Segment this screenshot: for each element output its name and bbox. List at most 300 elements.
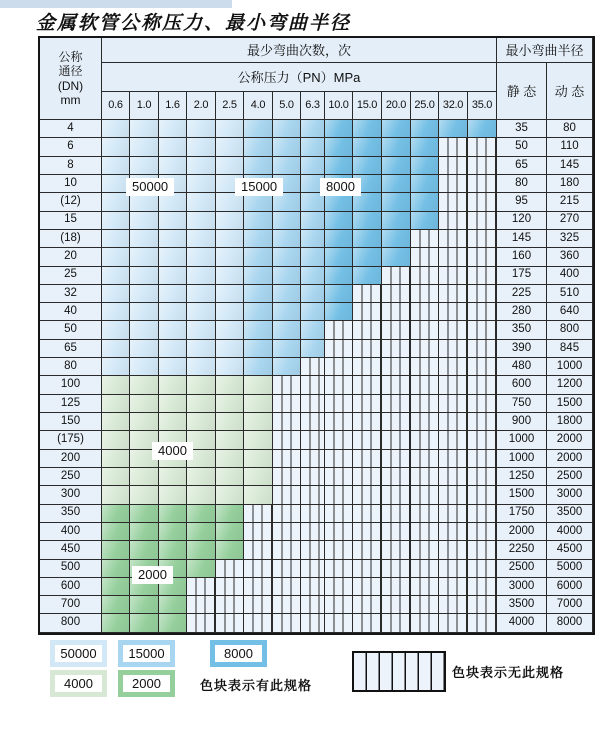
legend-swatch-8000	[210, 640, 267, 667]
no-spec-cell	[325, 376, 353, 394]
spec-cell	[273, 303, 301, 321]
no-spec-cell	[439, 212, 468, 230]
static-radius-cell: 175	[497, 267, 547, 285]
legend	[0, 638, 600, 708]
top-strip-decoration	[0, 0, 232, 8]
spec-cell	[187, 560, 216, 578]
spec-cell	[244, 486, 273, 504]
spec-cell	[325, 212, 353, 230]
spec-cell	[325, 157, 353, 175]
spec-cell	[439, 120, 468, 138]
spec-cell	[382, 120, 411, 138]
no-spec-cell	[273, 614, 301, 632]
no-spec-cell	[301, 541, 325, 559]
no-spec-cell	[382, 285, 411, 303]
spec-cell	[102, 523, 130, 541]
dn-cell: (12)	[40, 193, 102, 211]
spec-cell	[216, 413, 244, 431]
no-spec-cell	[468, 340, 497, 358]
dynamic-radius-cell: 400	[547, 267, 593, 285]
dynamic-radius-cell: 5000	[547, 560, 593, 578]
no-spec-cell	[244, 596, 273, 614]
spec-cell	[216, 303, 244, 321]
no-spec-cell	[244, 541, 273, 559]
static-radius-cell: 1750	[497, 505, 547, 523]
legend-swatch-label: 50000	[55, 645, 102, 662]
spec-cell	[159, 505, 187, 523]
no-spec-cell	[301, 523, 325, 541]
spec-cell	[353, 230, 382, 248]
no-spec-cell	[439, 614, 468, 632]
no-spec-cell	[301, 614, 325, 632]
pressure-tick: 1.0	[130, 92, 159, 120]
no-spec-cell	[301, 486, 325, 504]
no-spec-cell	[411, 578, 439, 596]
no-spec-cell	[273, 468, 301, 486]
no-spec-cell	[411, 560, 439, 578]
no-spec-cell	[439, 376, 468, 394]
no-spec-cell	[301, 468, 325, 486]
no-spec-cell	[468, 614, 497, 632]
dynamic-radius-cell: 4500	[547, 541, 593, 559]
spec-cell	[159, 596, 187, 614]
spec-cell	[102, 212, 130, 230]
spec-cell	[273, 267, 301, 285]
no-spec-cell	[411, 468, 439, 486]
no-spec-cell	[411, 596, 439, 614]
dn-cell: 150	[40, 413, 102, 431]
spec-cell	[130, 340, 159, 358]
no-spec-cell	[439, 230, 468, 248]
spec-cell	[353, 138, 382, 156]
no-spec-cell	[382, 340, 411, 358]
spec-cell	[159, 267, 187, 285]
static-radius-cell: 350	[497, 321, 547, 339]
spec-cell	[187, 395, 216, 413]
static-radius-cell: 160	[497, 248, 547, 266]
dn-cell: 40	[40, 303, 102, 321]
spec-cell	[273, 230, 301, 248]
spec-cell	[216, 358, 244, 376]
no-spec-cell	[325, 505, 353, 523]
dn-column-header	[40, 38, 102, 120]
no-spec-cell	[439, 468, 468, 486]
spec-cell	[102, 560, 130, 578]
dn-header-line: mm	[60, 92, 81, 107]
no-spec-cell	[439, 157, 468, 175]
spec-cell	[216, 541, 244, 559]
static-radius-cell: 145	[497, 230, 547, 248]
static-radius-cell: 750	[497, 395, 547, 413]
no-spec-cell	[301, 413, 325, 431]
no-spec-cell	[439, 541, 468, 559]
no-spec-cell	[353, 340, 382, 358]
pressure-tick: 2.5	[216, 92, 244, 120]
spec-cell	[216, 120, 244, 138]
no-spec-cell	[325, 358, 353, 376]
no-spec-cell	[301, 560, 325, 578]
no-spec-cell	[353, 614, 382, 632]
dn-cell: 6	[40, 138, 102, 156]
spec-cell	[159, 486, 187, 504]
no-spec-cell	[411, 358, 439, 376]
spec-cell	[216, 376, 244, 394]
spec-cell	[325, 285, 353, 303]
dynamic-column-header: 动 态	[547, 63, 593, 120]
spec-cell	[244, 395, 273, 413]
dynamic-radius-cell: 640	[547, 303, 593, 321]
spec-cell	[102, 413, 130, 431]
no-spec-cell	[353, 450, 382, 468]
spec-cell	[301, 267, 325, 285]
no-spec-cell	[273, 578, 301, 596]
spec-cell	[301, 138, 325, 156]
spec-cell	[325, 303, 353, 321]
spec-cell	[187, 340, 216, 358]
dynamic-radius-cell: 845	[547, 340, 593, 358]
spec-cell	[216, 248, 244, 266]
no-spec-cell	[273, 596, 301, 614]
spec-cell	[325, 230, 353, 248]
spec-cell	[102, 376, 130, 394]
dynamic-radius-cell: 80	[547, 120, 593, 138]
spec-cell	[130, 285, 159, 303]
spec-cell	[187, 285, 216, 303]
no-spec-cell	[301, 596, 325, 614]
cycle-count-label: 2000	[132, 566, 173, 584]
static-radius-cell: 3000	[497, 578, 547, 596]
no-spec-cell	[382, 321, 411, 339]
spec-cell	[130, 486, 159, 504]
no-spec-cell	[301, 505, 325, 523]
dynamic-radius-cell: 360	[547, 248, 593, 266]
spec-cell	[187, 376, 216, 394]
spec-cell	[325, 267, 353, 285]
spec-cell	[187, 175, 216, 193]
legend-has-spec-note: 色块表示有此规格	[200, 678, 313, 693]
spec-cell	[244, 413, 273, 431]
spec-cell	[244, 230, 273, 248]
spec-cell	[187, 120, 216, 138]
no-spec-cell	[382, 560, 411, 578]
pressure-tick: 20.0	[382, 92, 411, 120]
no-spec-cell	[411, 267, 439, 285]
no-spec-cell	[468, 193, 497, 211]
dn-cell: 65	[40, 340, 102, 358]
spec-cell	[325, 138, 353, 156]
dynamic-radius-cell: 2000	[547, 431, 593, 449]
spec-table	[38, 36, 591, 631]
no-spec-cell	[216, 578, 244, 596]
cycle-count-label: 50000	[126, 178, 174, 196]
dynamic-radius-cell: 6000	[547, 578, 593, 596]
spec-cell	[130, 230, 159, 248]
no-spec-cell	[468, 395, 497, 413]
cycle-count-label: 15000	[235, 178, 283, 196]
no-spec-cell	[382, 614, 411, 632]
spec-cell	[244, 450, 273, 468]
spec-cell	[187, 321, 216, 339]
spec-cell	[102, 395, 130, 413]
spec-cell	[353, 267, 382, 285]
dn-cell: 350	[40, 505, 102, 523]
no-spec-cell	[301, 358, 325, 376]
no-spec-cell	[468, 450, 497, 468]
dynamic-radius-cell: 270	[547, 212, 593, 230]
static-radius-cell: 50	[497, 138, 547, 156]
static-radius-cell: 225	[497, 285, 547, 303]
spec-cell	[301, 120, 325, 138]
spec-cell	[325, 120, 353, 138]
spec-cell	[216, 431, 244, 449]
pressure-tick: 6.3	[301, 92, 325, 120]
static-radius-cell: 2250	[497, 541, 547, 559]
pressure-tick: 2.0	[187, 92, 216, 120]
no-spec-cell	[325, 486, 353, 504]
no-spec-cell	[382, 413, 411, 431]
legend-swatch-label: 15000	[123, 645, 170, 662]
pressure-tick: 25.0	[411, 92, 439, 120]
spec-cell	[216, 450, 244, 468]
spec-cell	[353, 248, 382, 266]
spec-cell	[187, 303, 216, 321]
legend-no-spec-hatch-box	[352, 651, 446, 692]
spec-cell	[102, 486, 130, 504]
spec-cell	[130, 120, 159, 138]
no-spec-cell	[411, 450, 439, 468]
no-spec-cell	[273, 541, 301, 559]
no-spec-cell	[325, 578, 353, 596]
dn-cell: 4	[40, 120, 102, 138]
spec-cell	[130, 468, 159, 486]
spec-cell	[382, 212, 411, 230]
no-spec-cell	[468, 523, 497, 541]
no-spec-cell	[468, 138, 497, 156]
spec-cell	[301, 212, 325, 230]
spec-cell	[382, 230, 411, 248]
spec-cell	[187, 230, 216, 248]
no-spec-cell	[273, 523, 301, 541]
no-spec-cell	[439, 413, 468, 431]
no-spec-cell	[353, 596, 382, 614]
spec-cell	[130, 321, 159, 339]
spec-cell	[216, 523, 244, 541]
spec-cell	[244, 267, 273, 285]
spec-cell	[411, 175, 439, 193]
no-spec-cell	[439, 138, 468, 156]
spec-cell	[159, 285, 187, 303]
legend-swatch-2000	[118, 670, 175, 697]
no-spec-cell	[325, 468, 353, 486]
spec-cell	[102, 450, 130, 468]
spec-cell	[216, 468, 244, 486]
spec-cell	[187, 505, 216, 523]
static-radius-cell: 4000	[497, 614, 547, 632]
no-spec-cell	[439, 358, 468, 376]
spec-cell	[411, 193, 439, 211]
no-spec-cell	[353, 560, 382, 578]
pressure-tick: 35.0	[468, 92, 497, 120]
no-spec-cell	[468, 230, 497, 248]
no-spec-cell	[216, 596, 244, 614]
no-spec-cell	[353, 321, 382, 339]
dn-cell: 32	[40, 285, 102, 303]
dn-cell: (175)	[40, 431, 102, 449]
no-spec-cell	[468, 376, 497, 394]
dn-cell: 700	[40, 596, 102, 614]
spec-cell	[130, 395, 159, 413]
spec-cell	[102, 285, 130, 303]
dynamic-radius-cell: 510	[547, 285, 593, 303]
spec-cell	[159, 413, 187, 431]
no-spec-cell	[353, 303, 382, 321]
spec-cell	[102, 541, 130, 559]
spec-cell	[244, 431, 273, 449]
no-spec-cell	[468, 157, 497, 175]
spec-cell	[159, 248, 187, 266]
spec-cell	[301, 321, 325, 339]
no-spec-cell	[353, 486, 382, 504]
no-spec-cell	[353, 395, 382, 413]
dn-cell: 600	[40, 578, 102, 596]
dn-header-line: (DN)	[57, 78, 84, 93]
dynamic-radius-cell: 2000	[547, 450, 593, 468]
no-spec-cell	[382, 267, 411, 285]
dynamic-radius-cell: 1500	[547, 395, 593, 413]
spec-cell	[382, 157, 411, 175]
no-spec-cell	[382, 395, 411, 413]
spec-cell	[159, 468, 187, 486]
no-spec-cell	[273, 376, 301, 394]
spec-cell	[130, 157, 159, 175]
no-spec-cell	[301, 450, 325, 468]
spec-cell	[102, 358, 130, 376]
no-spec-cell	[468, 303, 497, 321]
spec-cell	[244, 285, 273, 303]
no-spec-cell	[468, 267, 497, 285]
spec-cell	[159, 358, 187, 376]
dynamic-radius-cell: 325	[547, 230, 593, 248]
dn-cell: 500	[40, 560, 102, 578]
no-spec-cell	[411, 523, 439, 541]
no-spec-cell	[411, 340, 439, 358]
spec-cell	[159, 340, 187, 358]
static-radius-cell: 2000	[497, 523, 547, 541]
spec-cell	[159, 376, 187, 394]
spec-cell	[244, 120, 273, 138]
spec-cell	[382, 248, 411, 266]
no-spec-cell	[353, 505, 382, 523]
dynamic-radius-cell: 110	[547, 138, 593, 156]
no-spec-cell	[382, 541, 411, 559]
no-spec-cell	[301, 395, 325, 413]
no-spec-cell	[382, 376, 411, 394]
static-radius-cell: 1000	[497, 450, 547, 468]
no-spec-cell	[439, 395, 468, 413]
pressure-tick: 1.6	[159, 92, 187, 120]
dynamic-radius-cell: 800	[547, 321, 593, 339]
no-spec-cell	[325, 321, 353, 339]
dn-cell: 20	[40, 248, 102, 266]
dynamic-radius-cell: 3000	[547, 486, 593, 504]
dn-cell: 300	[40, 486, 102, 504]
spec-cell	[102, 303, 130, 321]
dn-cell: (18)	[40, 230, 102, 248]
spec-cell	[187, 523, 216, 541]
spec-cell	[102, 614, 130, 632]
spec-cell	[187, 157, 216, 175]
pressure-tick: 10.0	[325, 92, 353, 120]
no-spec-cell	[439, 596, 468, 614]
dynamic-radius-cell: 215	[547, 193, 593, 211]
no-spec-cell	[439, 175, 468, 193]
dynamic-radius-cell: 4000	[547, 523, 593, 541]
no-spec-cell	[468, 248, 497, 266]
spec-cell	[216, 340, 244, 358]
no-spec-cell	[382, 578, 411, 596]
no-spec-cell	[353, 468, 382, 486]
no-spec-cell	[244, 578, 273, 596]
spec-cell	[102, 505, 130, 523]
no-spec-cell	[244, 523, 273, 541]
spec-cell	[353, 157, 382, 175]
spec-cell	[301, 303, 325, 321]
dynamic-radius-cell: 7000	[547, 596, 593, 614]
pressure-tick: 32.0	[439, 92, 468, 120]
no-spec-cell	[353, 358, 382, 376]
spec-cell	[216, 267, 244, 285]
spec-cell	[187, 248, 216, 266]
spec-cell	[187, 468, 216, 486]
spec-cell	[244, 212, 273, 230]
spec-cell	[159, 120, 187, 138]
spec-cell	[187, 413, 216, 431]
no-spec-cell	[325, 450, 353, 468]
no-spec-cell	[325, 523, 353, 541]
no-spec-cell	[411, 230, 439, 248]
no-spec-cell	[439, 248, 468, 266]
spec-cell	[325, 248, 353, 266]
no-spec-cell	[353, 541, 382, 559]
spec-cell	[159, 614, 187, 632]
no-spec-cell	[411, 431, 439, 449]
spec-cell	[130, 523, 159, 541]
no-spec-cell	[411, 505, 439, 523]
no-spec-cell	[273, 413, 301, 431]
spec-cell	[216, 138, 244, 156]
no-spec-cell	[187, 614, 216, 632]
spec-cell	[301, 285, 325, 303]
dn-cell: 100	[40, 376, 102, 394]
spec-cell	[130, 267, 159, 285]
spec-cell	[187, 138, 216, 156]
spec-cell	[187, 212, 216, 230]
no-spec-cell	[353, 376, 382, 394]
no-spec-cell	[325, 340, 353, 358]
dn-cell: 10	[40, 175, 102, 193]
no-spec-cell	[382, 431, 411, 449]
spec-cell	[301, 248, 325, 266]
spec-cell	[273, 285, 301, 303]
spec-cell	[187, 193, 216, 211]
dn-cell: 200	[40, 450, 102, 468]
no-spec-cell	[411, 248, 439, 266]
no-spec-cell	[273, 560, 301, 578]
spec-cell	[102, 468, 130, 486]
static-radius-cell: 1000	[497, 431, 547, 449]
spec-cell	[102, 578, 130, 596]
spec-cell	[130, 303, 159, 321]
